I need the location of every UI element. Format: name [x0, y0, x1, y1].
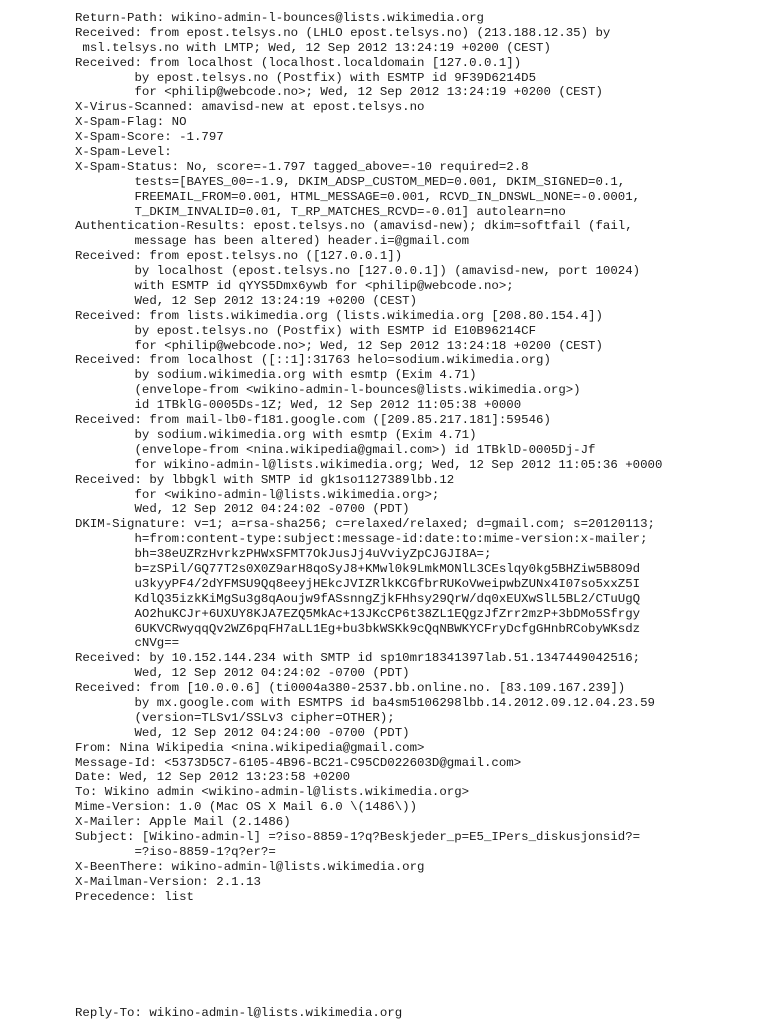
- header-line: X-Mailer: Apple Mail (2.1486): [75, 815, 291, 830]
- header-line: Precedence: list: [75, 889, 194, 904]
- header-line: with ESMTP id qYYS5Dmx6ywb for <philip@webcode.no>;: [75, 279, 514, 294]
- header-line: Date: Wed, 12 Sep 2012 13:23:58 +0200: [75, 770, 351, 785]
- header-line: X-Spam-Level:: [75, 145, 172, 160]
- header-line: Return-Path: wikino-admin-l-bounces@lists.wikimedia.org: [75, 11, 484, 25]
- header-line: h=from:content-type:subject:message-id:date:to:mime-version:x-mailer;: [75, 532, 648, 547]
- header-line: Wed, 12 Sep 2012 04:24:00 -0700 (PDT): [75, 725, 410, 740]
- header-line: AO2huKCJr+6UXUY8KJA7EZQ5MkAc+13JKcCP6t38ZL1EQgzJfZrr2mzP+3bDMo5Sfrgy: [75, 606, 641, 621]
- header-line: Received: from mail-lb0-f181.google.com ([209.85.217.181]:59546): [75, 413, 551, 428]
- header-line: bh=38eUZRzHvrkzPHWxSFMT7OkJusJj4uVviyZpCJGJI8A=;: [75, 547, 492, 562]
- header-line: =?iso-8859-1?q?er?=: [75, 844, 276, 859]
- header-line: X-Spam-Flag: NO: [75, 115, 187, 130]
- header-line: by epost.telsys.no (Postfix) with ESMTP id 9F39D6214D5: [75, 70, 537, 85]
- header-line: for <philip@webcode.no>; Wed, 12 Sep 2012 13:24:18 +0200 (CEST): [75, 338, 603, 353]
- email-headers-block: [75, 11, 755, 904]
- header-line: Received: from [10.0.0.6] (ti0004a380-2537.bb.online.no. [83.109.167.239]): [75, 681, 626, 696]
- header-line: (envelope-from <nina.wikipedia@gmail.com>) id 1TBklD-0005Dj-Jf: [75, 442, 596, 457]
- header-line: u3kyyPF4/2dYFMSU9Qq8eeyjHEkcJVIZRlkKCGfbrRUKoVweipwbZUNx4I07so5xxZ5I: [75, 576, 641, 591]
- header-line: X-Spam-Status: No, score=-1.797 tagged_above=-10 required=2.8: [75, 159, 529, 174]
- header-line: (version=TLSv1/SSLv3 cipher=OTHER);: [75, 710, 395, 725]
- header-line: Received: by 10.152.144.234 with SMTP id sp10mr18341397lab.51.1347449042516;: [75, 651, 641, 666]
- header-line: cNVg==: [75, 636, 180, 651]
- header-line: Received: from epost.telsys.no (LHLO epost.telsys.no) (213.188.12.35) by: [75, 25, 611, 40]
- header-line: Received: by lbbgkl with SMTP id gk1so1127389lbb.12: [75, 472, 455, 487]
- header-line: by sodium.wikimedia.org with esmtp (Exim 4.71): [75, 427, 477, 442]
- header-line: msl.telsys.no with LMTP; Wed, 12 Sep 2012 13:24:19 +0200 (CEST): [75, 40, 551, 55]
- header-line: for <wikino-admin-l@lists.wikimedia.org>;: [75, 487, 440, 502]
- header-line: Subject: [Wikino-admin-l] =?iso-8859-1?q?Beskjeder_p=E5_IPers_diskusjonsid?=: [75, 829, 641, 844]
- header-line: X-BeenThere: wikino-admin-l@lists.wikimedia.org: [75, 859, 425, 874]
- header-line: message has been altered) header.i=@gmail.com: [75, 234, 470, 249]
- header-line: Authentication-Results: epost.telsys.no (amavisd-new); dkim=softfail (fail,: [75, 219, 633, 234]
- header-line: b=zSPil/GQ77T2s0X0Z9arH8qoSyJ8+KMwl0k9LmkMONlL3CEslqy0kg5BHZiw5B8O9d: [75, 561, 641, 576]
- header-line: by mx.google.com with ESMTPS id ba4sm5106298lbb.14.2012.09.12.04.23.59: [75, 695, 655, 710]
- reply-to-line: Reply-To: wikino-admin-l@lists.wikimedia.org: [75, 1006, 403, 1020]
- header-line: id 1TBklG-0005Ds-1Z; Wed, 12 Sep 2012 11:05:38 +0000: [75, 398, 522, 413]
- header-line: KdlQ35izkKiMgSu3g8qAoujw9fASsnngZjkFHhsy29QrW/dq0xEUXwSlL5BL2/CTuUgQ: [75, 591, 641, 606]
- header-line: by epost.telsys.no (Postfix) with ESMTP id E10B96214CF: [75, 323, 537, 338]
- header-line: by sodium.wikimedia.org with esmtp (Exim 4.71): [75, 368, 477, 383]
- header-line: by localhost (epost.telsys.no [127.0.0.1]) (amavisd-new, port 10024): [75, 264, 641, 279]
- header-line: DKIM-Signature: v=1; a=rsa-sha256; c=relaxed/relaxed; d=gmail.com; s=20120113;: [75, 517, 655, 532]
- header-line: X-Virus-Scanned: amavisd-new at epost.telsys.no: [75, 100, 425, 115]
- header-line: From: Nina Wikipedia <nina.wikipedia@gmail.com>: [75, 740, 425, 755]
- header-line: 6UKVCRwyqqQv2WZ6pqFH7aLL1Eg+bu3bkWSKk9cQqNBWKYCFryDcfgGHnbRCobyWKsdz: [75, 621, 641, 636]
- header-line: X-Mailman-Version: 2.1.13: [75, 874, 261, 889]
- header-line: Mime-Version: 1.0 (Mac OS X Mail 6.0 \(1486\)): [75, 800, 418, 815]
- header-line: Message-Id: <5373D5C7-6105-4B96-BC21-C95CD022603D@gmail.com>: [75, 755, 522, 770]
- header-line: (envelope-from <wikino-admin-l-bounces@lists.wikimedia.org>): [75, 383, 581, 398]
- header-line: To: Wikino admin <wikino-admin-l@lists.wikimedia.org>: [75, 785, 470, 800]
- header-line: for <philip@webcode.no>; Wed, 12 Sep 2012 13:24:19 +0200 (CEST): [75, 85, 603, 100]
- header-line: FREEMAIL_FROM=0.001, HTML_MESSAGE=0.001, RCVD_IN_DNSWL_NONE=-0.0001,: [75, 189, 641, 204]
- header-line: Wed, 12 Sep 2012 04:24:02 -0700 (PDT): [75, 666, 410, 681]
- header-line: Wed, 12 Sep 2012 04:24:02 -0700 (PDT): [75, 502, 410, 517]
- header-line: T_DKIM_INVALID=0.01, T_RP_MATCHES_RCVD=-0.01] autolearn=no: [75, 204, 566, 219]
- header-line: Received: from localhost ([::1]:31763 helo=sodium.wikimedia.org): [75, 353, 551, 368]
- header-line: Received: from lists.wikimedia.org (lists.wikimedia.org [208.80.154.4]): [75, 308, 603, 323]
- header-line: Wed, 12 Sep 2012 13:24:19 +0200 (CEST): [75, 293, 418, 308]
- header-line: X-Spam-Score: -1.797: [75, 130, 224, 145]
- header-line: tests=[BAYES_00=-1.9, DKIM_ADSP_CUSTOM_MED=0.001, DKIM_SIGNED=0.1,: [75, 174, 626, 189]
- header-line: Received: from localhost (localhost.localdomain [127.0.0.1]): [75, 55, 522, 70]
- header-line: for wikino-admin-l@lists.wikimedia.org; Wed, 12 Sep 2012 11:05:36 +0000: [75, 457, 663, 472]
- header-line: Received: from epost.telsys.no ([127.0.0.1]): [75, 249, 403, 264]
